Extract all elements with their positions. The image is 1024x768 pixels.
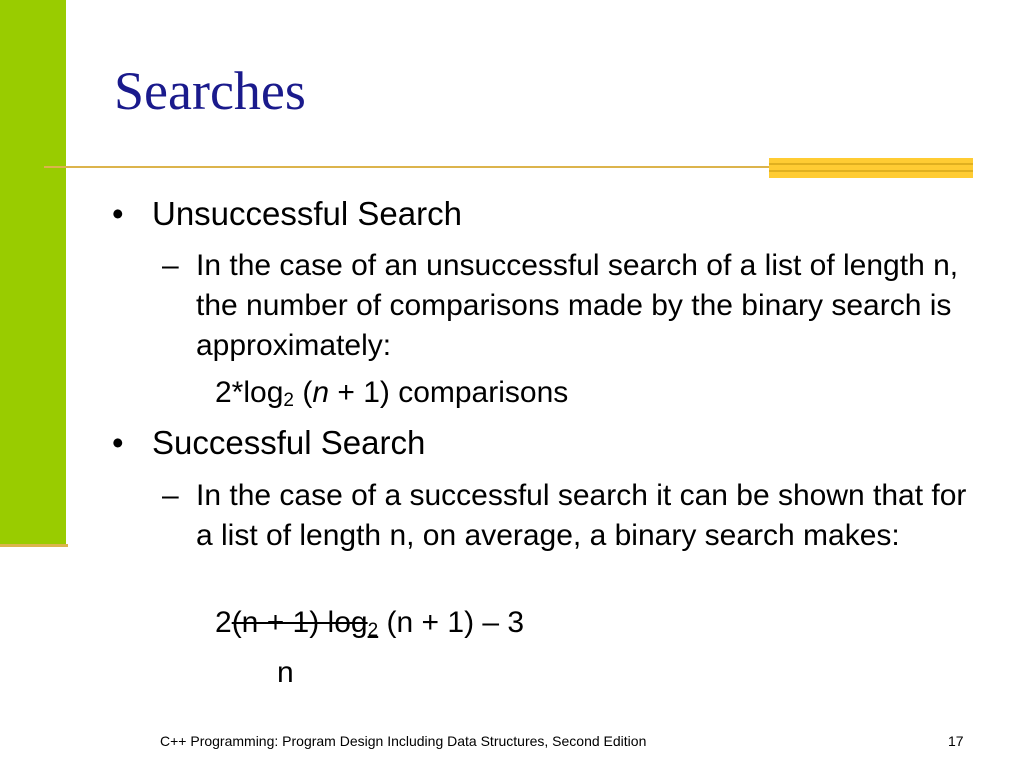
sub-text: In the case of a successful search it can be shown that for a list of length n, on average, a binary search makes: xyxy=(196,479,967,552)
formula-prefix: 2*log xyxy=(215,376,284,409)
footer-page-number: 17 xyxy=(948,733,964,749)
formula-suffix: + 1) comparisons xyxy=(329,376,569,409)
side-accent-edge xyxy=(0,544,68,547)
side-accent-bar xyxy=(0,0,66,544)
formula-subscript: 2 xyxy=(367,620,379,641)
formula-numerator-text: (n + 1) log xyxy=(231,606,368,639)
formula-numerator xyxy=(232,606,379,639)
formula-denominator: n xyxy=(277,656,294,689)
slide-title: Searches xyxy=(114,61,306,121)
title-rule-accent xyxy=(769,158,973,178)
footer-book-title: C++ Programming: Program Design Including Data Structures, Second Edition xyxy=(160,733,647,749)
sub-text: In the case of an unsuccessful search of a list of length n, the number of comparisons made by the binary search is approximately: xyxy=(196,249,959,362)
formula-successful xyxy=(215,606,525,641)
bullet-marker: • xyxy=(112,195,124,232)
bullet-marker: • xyxy=(112,424,124,461)
formula-subscript: 2 xyxy=(283,390,294,411)
bullet-label: Successful Search xyxy=(152,424,426,461)
formula-suffix: (n + 1) – 3 xyxy=(378,606,525,639)
bullet-label: Unsuccessful Search xyxy=(152,195,462,232)
formula-lead: 2 xyxy=(215,606,232,639)
formula-variable: n xyxy=(312,376,329,409)
formula-open-paren: ( xyxy=(293,376,313,409)
formula-unsuccessful xyxy=(215,376,569,411)
sub-marker: – xyxy=(162,249,179,282)
sub-marker: – xyxy=(162,479,179,512)
